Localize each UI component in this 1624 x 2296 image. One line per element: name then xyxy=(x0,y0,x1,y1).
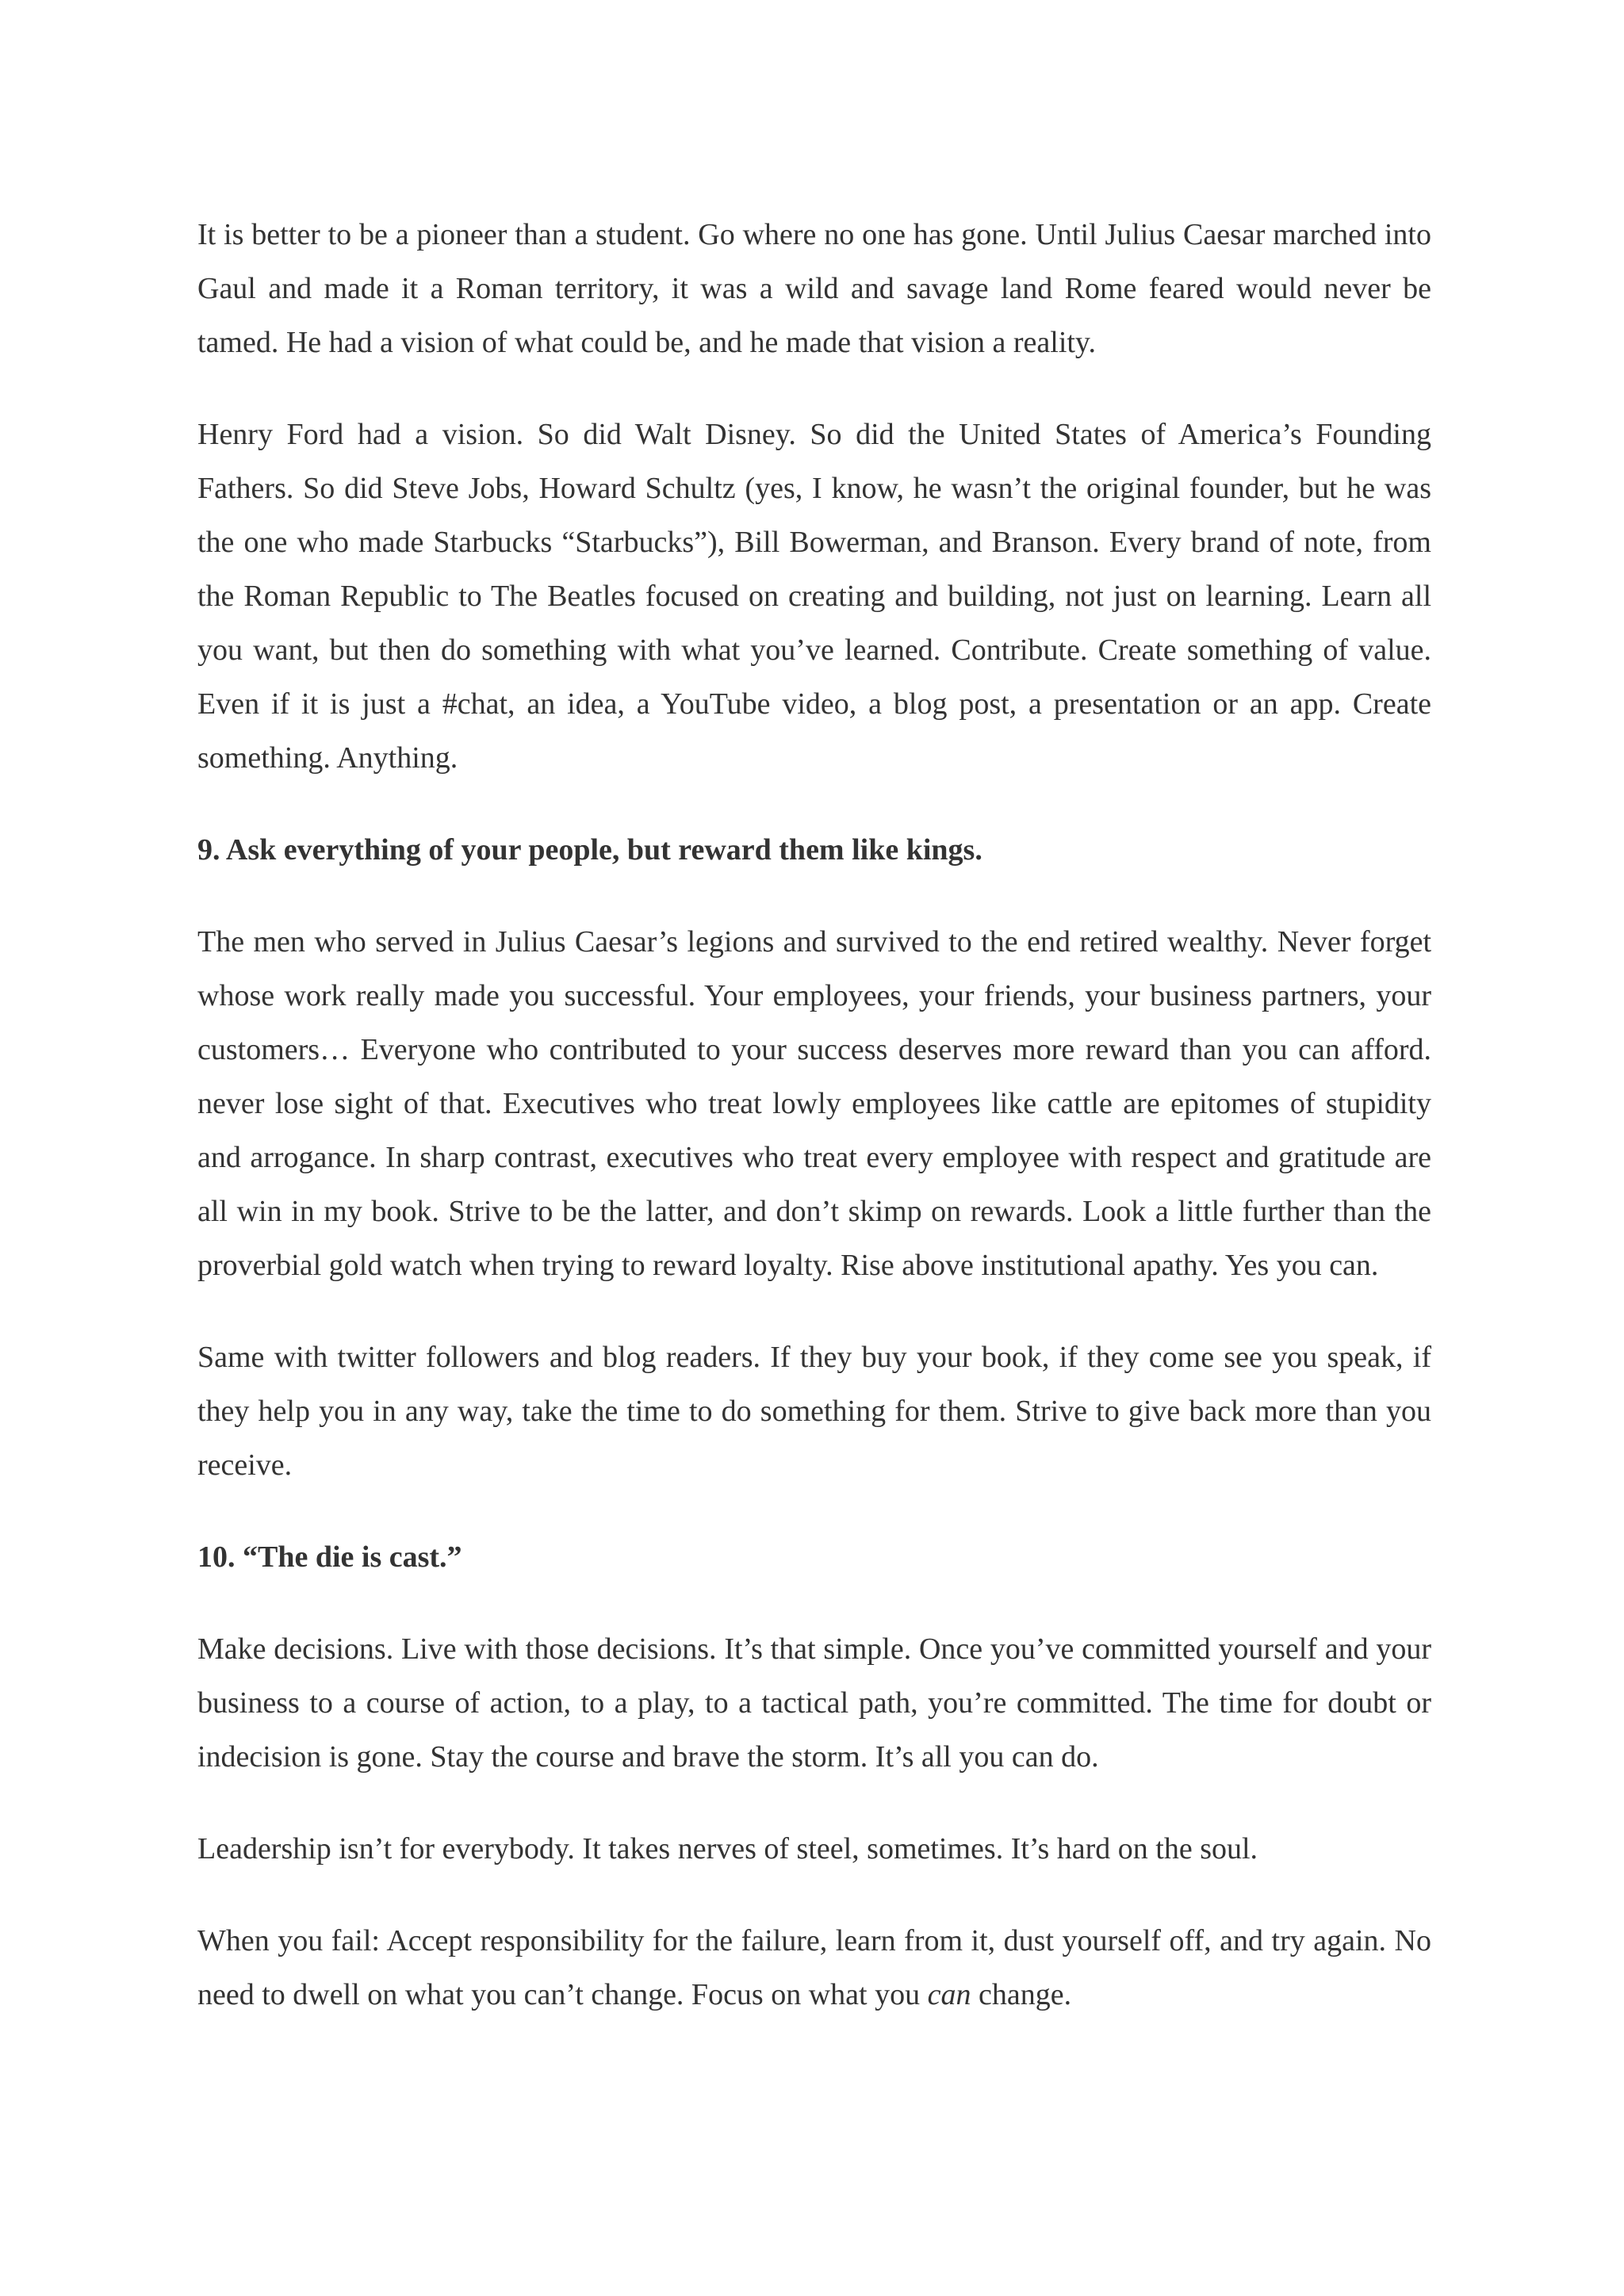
emphasis-can: can xyxy=(927,1978,971,2011)
paragraph-leadership: Leadership isn’t for everybody. It takes nerves of steel, sometimes. It’s hard on the soul. xyxy=(197,1832,1258,1866)
paragraph-vision: Henry Ford had a vision. So did Walt Disney. So did the United States of America’s Founding Fathers. So did Steve Jobs, Howard Schultz (yes, I know, he wasn’t the original founder, but he was the one who made Starbucks “Starbucks”), Bill Bowerman, and Branson. Every brand of note, from the Roman Republic to The Beatles focused on creating and building, not just on learning. Learn all you want, but then do something with what you’ve learned. Contribute. Create something of value. Even if it is just a #chat, an idea, a YouTube video, a blog post, a presentation or an app. Create something. Anything. xyxy=(197,418,1431,775)
paragraph-failure-start: When you fail: Accept responsibility for the failure, learn from it, dust yourself off, and try again. No need to dwell on what you can’t change. Focus on what you xyxy=(197,1924,1431,2011)
paragraph-pioneer: It is better to be a pioneer than a student. Go where no one has gone. Until Julius Caesar marched into Gaul and made it a Roman territory, it was a wild and savage land Rome feared would never be tamed. He had a vision of what could be, and he made that vision a reality. xyxy=(197,218,1431,359)
section-heading-10: 10. “The die is cast.” xyxy=(197,1540,462,1574)
paragraph-followers: Same with twitter followers and blog readers. If they buy your book, if they come see you speak, if they help you in any way, take the time to do something for them. Strive to give back more than you receive. xyxy=(197,1341,1431,1482)
paragraph-failure xyxy=(197,1914,1431,2022)
document-body xyxy=(197,208,1431,2060)
paragraph-decisions: Make decisions. Live with those decisions. It’s that simple. Once you’ve committed yourself and your business to a course of action, to a play, to a tactical path, you’re committed. The time for doubt or indecision is gone. Stay the course and brave the storm. It’s all you can do. xyxy=(197,1632,1431,1774)
paragraph-legions: The men who served in Julius Caesar’s legions and survived to the end retired wealthy. Never forget whose work really made you successful. Your employees, your friends, your business partners, your customers… Everyone who contributed to your success deserves more reward than you can afford. never lose sight of that. Executives who treat lowly employees like cattle are epitomes of stupidity and arrogance. In sharp contrast, executives who treat every employee with respect and gratitude are all win in my book. Strive to be the latter, and don’t skimp on rewards. Look a little further than the proverbial gold watch when trying to reward loyalty. Rise above institutional apathy. Yes you can. xyxy=(197,925,1431,1282)
paragraph-failure-end: change. xyxy=(971,1978,1072,2011)
section-heading-9: 9. Ask everything of your people, but reward them like kings. xyxy=(197,833,982,867)
